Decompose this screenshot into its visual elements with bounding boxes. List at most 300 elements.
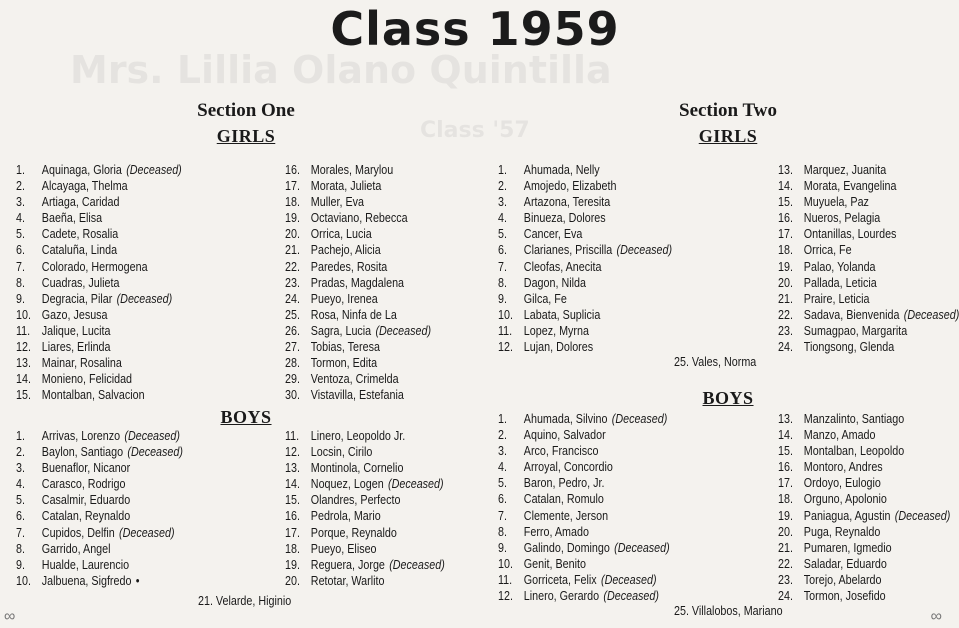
roster-entry (285, 307, 431, 323)
entry-name: Aquinaga, Gloria (41, 163, 122, 177)
entry-number: 24. (778, 340, 793, 355)
roster-entry (778, 339, 959, 355)
roster-entry (16, 178, 182, 194)
entry-number: 22. (285, 259, 300, 274)
roster-entry (778, 427, 950, 443)
bleed-through-text: Mrs. Lillia Olano Quintilla (70, 48, 612, 92)
roster-entry (498, 427, 670, 443)
roster-entry (778, 443, 950, 459)
roster-entry (285, 573, 445, 589)
roster-entry (16, 371, 182, 387)
entry-name: Morata, Julieta (310, 179, 382, 194)
entry-name: Saladar, Eduardo (803, 556, 887, 571)
roster-entry (285, 508, 445, 524)
roster-entry (778, 162, 959, 178)
entry-number: 24. (285, 291, 300, 306)
entry-name: Cupidos, Delfin (41, 525, 115, 540)
entry-number: 4. (16, 211, 25, 226)
entry-name: Manzalinto, Santiago (803, 412, 905, 426)
entry-number: 13. (778, 412, 793, 426)
roster-entry (778, 323, 959, 339)
entry-name: Cadete, Rosalia (41, 227, 119, 242)
entry-number: 8. (498, 275, 507, 290)
entry-number: 11. (16, 323, 31, 338)
entry-name: Tobias, Teresa (310, 340, 380, 355)
section-one-boys-extra: 21. Velarde, Higinio (198, 594, 292, 608)
entry-name: Cataluña, Linda (41, 243, 118, 258)
roster-entry (778, 194, 959, 210)
roster-entry (16, 259, 182, 275)
roster-entry (498, 588, 670, 604)
entry-name: Vistavilla, Estefania (310, 388, 404, 403)
entry-name: Octaviano, Rebecca (310, 211, 408, 226)
entry-number: 13. (778, 163, 793, 177)
entry-number: 5. (16, 227, 25, 242)
roster-entry (498, 226, 672, 242)
roster-entry (498, 556, 670, 572)
deceased-note: (Deceased) (616, 243, 673, 258)
entry-name: Ahumada, Nelly (523, 163, 600, 177)
entry-number: 15. (778, 195, 793, 210)
entry-number: 23. (285, 275, 300, 290)
entry-name: Pachejo, Alicia (310, 243, 381, 258)
entry-number: 9. (16, 291, 25, 306)
entry-name: Orrica, Fe (803, 243, 852, 258)
entry-number: 10. (498, 556, 513, 571)
entry-number: 12. (285, 445, 300, 460)
entry-name: Porque, Reynaldo (310, 525, 397, 540)
entry-name: Ventoza, Crimelda (310, 372, 399, 387)
entry-number: 16. (285, 509, 300, 524)
entry-name: Pueyo, Irenea (310, 291, 378, 306)
roster-entry (285, 557, 445, 573)
roster-entry (16, 557, 183, 573)
entry-number: 18. (285, 541, 300, 556)
roster-entry (498, 524, 670, 540)
entry-number: 27. (285, 340, 300, 355)
entry-number: 6. (16, 243, 25, 258)
section-one-girls-heading: GIRLS (216, 126, 276, 146)
entry-number: 22. (778, 556, 793, 571)
roster-entry (498, 259, 672, 275)
entry-number: 5. (16, 493, 25, 508)
roster-entry (16, 194, 182, 210)
entry-number: 1. (498, 412, 507, 426)
roster-entry (778, 572, 950, 588)
roster-entry (16, 307, 182, 323)
entry-name: Alcayaga, Thelma (41, 179, 128, 194)
entry-name: Ordoyo, Eulogio (803, 476, 881, 491)
entry-name: Artazona, Teresita (523, 195, 611, 210)
entry-name: Galindo, Domingo (523, 540, 610, 555)
entry-name: Montalban, Salvacion (41, 388, 145, 403)
entry-number: 21. (778, 291, 793, 306)
entry-name: Buenaflor, Nicanor (41, 461, 131, 476)
roster-entry (778, 226, 959, 242)
entry-name: Ahumada, Silvino (523, 412, 608, 426)
entry-name: Tormon, Edita (310, 356, 378, 371)
entry-number: 24. (778, 589, 793, 604)
roster-entry (285, 371, 431, 387)
section-two-boys-heading: BOYS (702, 388, 754, 408)
roster-entry (285, 541, 445, 557)
entry-name: Arco, Francisco (523, 444, 599, 459)
roster-entry (16, 444, 183, 460)
entry-number: 20. (285, 227, 300, 242)
roster-entry (16, 162, 182, 178)
deceased-note: (Deceased) (389, 557, 445, 572)
roster-entry (778, 275, 959, 291)
entry-name: Tiongsong, Glenda (803, 340, 895, 355)
entry-number: 14. (778, 179, 793, 194)
entry-number: 7. (16, 525, 25, 540)
entry-name: Clarianes, Priscilla (523, 243, 613, 258)
entry-name: Morales, Marylou (310, 163, 394, 177)
entry-number: 17. (778, 476, 793, 491)
entry-name: Rosa, Ninfa de La (310, 307, 397, 322)
entry-name: Orrica, Lucia (310, 227, 372, 242)
roster-entry (498, 242, 672, 258)
entry-number: 7. (16, 259, 25, 274)
entry-number: 12. (498, 589, 513, 604)
roster-entry (778, 411, 950, 427)
entry-number: 5. (498, 227, 507, 242)
roster-entry (498, 210, 672, 226)
roster-entry (285, 259, 431, 275)
roster-entry (16, 275, 182, 291)
deceased-note: (Deceased) (127, 445, 183, 460)
entry-name: Hualde, Laurencio (41, 557, 130, 572)
entry-name: Ontanillas, Lourdes (803, 227, 897, 242)
section-two-girls-heading: GIRLS (698, 126, 758, 146)
entry-name: Reguera, Jorge (310, 557, 385, 572)
roster-entry (778, 242, 959, 258)
roster-entry (16, 573, 183, 589)
entry-number: 15. (285, 493, 300, 508)
entry-number: 6. (498, 243, 507, 258)
roster-entry (16, 323, 182, 339)
roster-entry (285, 178, 431, 194)
entry-name: Binueza, Dolores (523, 211, 606, 226)
entry-name: Locsin, Cirilo (310, 445, 373, 460)
entry-number: 10. (16, 307, 31, 322)
roster-entry (16, 460, 183, 476)
roster-entry (498, 307, 672, 323)
roster-entry (16, 355, 182, 371)
roster-entry (498, 162, 672, 178)
entry-name: Labata, Suplicia (523, 307, 601, 322)
entry-name: Pallada, Leticia (803, 275, 877, 290)
entry-number: 19. (285, 557, 300, 572)
entry-number: 17. (778, 227, 793, 242)
entry-number: 14. (778, 428, 793, 443)
entry-number: 15. (16, 388, 31, 403)
roster-entry (285, 460, 445, 476)
roster-entry (16, 210, 182, 226)
roster-entry (498, 178, 672, 194)
entry-name: Linero, Leopoldo Jr. (310, 429, 406, 443)
entry-name: Colorado, Hermogena (41, 259, 148, 274)
entry-name: Muyuela, Paz (803, 195, 869, 210)
roster-entry (778, 178, 959, 194)
roster-entry (285, 444, 445, 460)
deceased-note: (Deceased) (375, 323, 432, 338)
entry-name: Dagon, Nilda (523, 275, 586, 290)
entry-number: 20. (778, 524, 793, 539)
entry-mark: • (135, 573, 140, 588)
roster-entry (16, 541, 183, 557)
roster-entry (285, 210, 431, 226)
roster-entry (16, 291, 182, 307)
deceased-note: (Deceased) (126, 163, 182, 177)
deceased-note: (Deceased) (388, 477, 444, 492)
entry-name: Muller, Eva (310, 195, 364, 210)
entry-number: 21. (778, 540, 793, 555)
roster-entry (285, 492, 445, 508)
entry-name: Jalbuena, Sigfredo (41, 573, 132, 588)
entry-number: 29. (285, 372, 300, 387)
section-one-girls-list-left (16, 162, 182, 403)
entry-name: Manzo, Amado (803, 428, 876, 443)
roster-entry (498, 491, 670, 507)
entry-number: 30. (285, 388, 300, 403)
section-two-girls-list-left (498, 162, 672, 355)
entry-number: 8. (498, 524, 507, 539)
roster-entry (778, 291, 959, 307)
entry-name: Arrivas, Lorenzo (41, 429, 121, 443)
entry-number: 16. (778, 460, 793, 475)
section-one-boys-list-right (285, 428, 445, 589)
entry-name: Amojedo, Elizabeth (523, 179, 617, 194)
entry-name: Morata, Evangelina (803, 179, 897, 194)
roster-entry (16, 525, 183, 541)
entry-name: Gorriceta, Felix (523, 572, 597, 587)
entry-number: 3. (498, 195, 507, 210)
entry-number: 17. (285, 179, 300, 194)
roster-entry (285, 428, 445, 444)
entry-name: Linero, Gerardo (523, 589, 600, 604)
entry-number: 3. (16, 195, 25, 210)
entry-number: 8. (16, 275, 25, 290)
scroll-ornament-icon: ∞ (930, 608, 942, 625)
section-two-girls-extra: 25. Vales, Norma (674, 355, 757, 369)
entry-number: 18. (285, 195, 300, 210)
entry-number: 4. (16, 477, 25, 492)
entry-number: 12. (498, 340, 513, 355)
roster-entry (285, 387, 431, 403)
entry-name: Pumaren, Igmedio (803, 540, 892, 555)
section-one-boys-list-left (16, 428, 183, 589)
entry-name: Sadava, Bienvenida (803, 307, 900, 322)
entry-number: 13. (16, 356, 31, 371)
roster-entry (285, 194, 431, 210)
roster-entry (778, 491, 950, 507)
entry-number: 16. (285, 163, 300, 177)
entry-number: 19. (778, 508, 793, 523)
roster-entry (285, 275, 431, 291)
deceased-note: (Deceased) (894, 508, 951, 523)
roster-entry (778, 524, 950, 540)
roster-entry (285, 339, 431, 355)
entry-name: Orguno, Apolonio (803, 492, 887, 507)
entry-name: Ferro, Amado (523, 524, 589, 539)
section-one-boys-heading: BOYS (220, 407, 272, 427)
deceased-note: (Deceased) (611, 412, 668, 426)
entry-name: Nueros, Pelagia (803, 211, 881, 226)
entry-number: 7. (498, 259, 507, 274)
section-one-girls-list-right (285, 162, 431, 403)
entry-number: 23. (778, 572, 793, 587)
deceased-note: (Deceased) (603, 589, 659, 604)
roster-entry (16, 508, 183, 524)
entry-name: Catalan, Reynaldo (41, 509, 131, 524)
entry-name: Cleofas, Anecita (523, 259, 602, 274)
entry-number: 11. (498, 572, 513, 587)
entry-name: Pradas, Magdalena (310, 275, 405, 290)
entry-number: 1. (16, 429, 25, 443)
roster-entry (498, 194, 672, 210)
entry-number: 7. (498, 508, 507, 523)
entry-name: Pedrola, Mario (310, 509, 381, 524)
roster-entry (16, 339, 182, 355)
entry-name: Paniagua, Agustin (803, 508, 891, 523)
entry-number: 17. (285, 525, 300, 540)
section-two-heading: Section Two (679, 100, 777, 121)
entry-name: Degracia, Pilar (41, 291, 113, 306)
entry-name: Arroyal, Concordio (523, 460, 613, 475)
roster-entry (498, 443, 670, 459)
entry-number: 10. (16, 573, 31, 588)
roster-entry (16, 492, 183, 508)
roster-entry (16, 226, 182, 242)
section-two-girls-list-right (778, 162, 959, 355)
section-two-boys-list-left (498, 411, 670, 604)
entry-name: Baron, Pedro, Jr. (523, 476, 605, 491)
roster-entry (16, 428, 183, 444)
entry-name: Lujan, Dolores (523, 340, 594, 355)
entry-number: 11. (285, 429, 300, 443)
entry-number: 5. (498, 476, 507, 491)
entry-name: Garrido, Angel (41, 541, 111, 556)
roster-entry (285, 162, 431, 178)
deceased-note: (Deceased) (118, 525, 175, 540)
roster-entry (16, 387, 182, 403)
bleed-through-text: Class '57 (420, 118, 530, 143)
entry-name: Cuadras, Julieta (41, 275, 120, 290)
entry-number: 3. (16, 461, 25, 476)
page-title: Class 1959 (330, 2, 620, 56)
entry-name: Casalmir, Eduardo (41, 493, 131, 508)
entry-number: 9. (498, 540, 507, 555)
entry-number: 13. (285, 461, 300, 476)
entry-number: 4. (498, 460, 507, 475)
section-one-heading: Section One (197, 100, 295, 121)
entry-number: 22. (778, 307, 793, 322)
roster-entry (285, 323, 431, 339)
entry-number: 6. (16, 509, 25, 524)
entry-name: Retotar, Warlito (310, 573, 385, 588)
roster-entry (778, 508, 950, 524)
roster-entry (498, 339, 672, 355)
roster-entry (285, 291, 431, 307)
entry-number: 10. (498, 307, 513, 322)
roster-entry (16, 476, 183, 492)
roster-entry (285, 476, 445, 492)
entry-number: 2. (498, 179, 507, 194)
scroll-ornament-icon: ∞ (4, 608, 16, 625)
deceased-note: (Deceased) (116, 291, 173, 306)
entry-name: Marquez, Juanita (803, 163, 887, 177)
roster-entry (778, 556, 950, 572)
entry-name: Pueyo, Eliseo (310, 541, 377, 556)
entry-number: 12. (16, 340, 31, 355)
entry-number: 1. (16, 163, 25, 177)
entry-number: 15. (778, 444, 793, 459)
entry-number: 3. (498, 444, 507, 459)
entry-name: Mainar, Rosalina (41, 356, 122, 371)
entry-name: Carasco, Rodrigo (41, 477, 126, 492)
entry-name: Gazo, Jesusa (41, 307, 108, 322)
roster-entry (778, 540, 950, 556)
entry-name: Tormon, Josefido (803, 589, 886, 604)
entry-name: Jalique, Lucita (41, 323, 111, 338)
entry-number: 19. (285, 211, 300, 226)
entry-number: 2. (16, 179, 25, 194)
deceased-note: (Deceased) (614, 540, 670, 555)
entry-number: 14. (285, 477, 300, 492)
entry-number: 21. (285, 243, 300, 258)
roster-entry (778, 459, 950, 475)
entry-number: 14. (16, 372, 31, 387)
entry-number: 16. (778, 211, 793, 226)
entry-number: 26. (285, 323, 300, 338)
entry-name: Paredes, Rosita (310, 259, 388, 274)
roster-entry (498, 475, 670, 491)
entry-name: Torejo, Abelardo (803, 572, 882, 587)
deceased-note: (Deceased) (903, 307, 959, 322)
entry-number: 28. (285, 356, 300, 371)
entry-name: Lopez, Myrna (523, 323, 589, 338)
entry-name: Cancer, Eva (523, 227, 583, 242)
entry-name: Sagra, Lucia (310, 323, 372, 338)
roster-entry (498, 323, 672, 339)
roster-entry (778, 210, 959, 226)
roster-entry (16, 242, 182, 258)
entry-number: 18. (778, 492, 793, 507)
entry-name: Liares, Erlinda (41, 340, 111, 355)
entry-number: 25. (285, 307, 300, 322)
roster-entry (498, 275, 672, 291)
entry-name: Baeña, Elisa (41, 211, 103, 226)
entry-number: 23. (778, 323, 793, 338)
entry-name: Palao, Yolanda (803, 259, 876, 274)
entry-number: 1. (498, 163, 507, 177)
entry-name: Montinola, Cornelio (310, 461, 404, 476)
entry-name: Sumagpao, Margarita (803, 323, 908, 338)
section-two-boys-list-right (778, 411, 950, 604)
roster-entry (498, 540, 670, 556)
entry-number: 4. (498, 211, 507, 226)
entry-number: 20. (778, 275, 793, 290)
entry-name: Gilca, Fe (523, 291, 567, 306)
roster-entry (778, 307, 959, 323)
entry-number: 18. (778, 243, 793, 258)
entry-name: Montoro, Andres (803, 460, 883, 475)
entry-name: Noquez, Logen (310, 477, 384, 492)
entry-name: Artiaga, Caridad (41, 195, 120, 210)
roster-entry (285, 242, 431, 258)
entry-name: Puga, Reynaldo (803, 524, 881, 539)
